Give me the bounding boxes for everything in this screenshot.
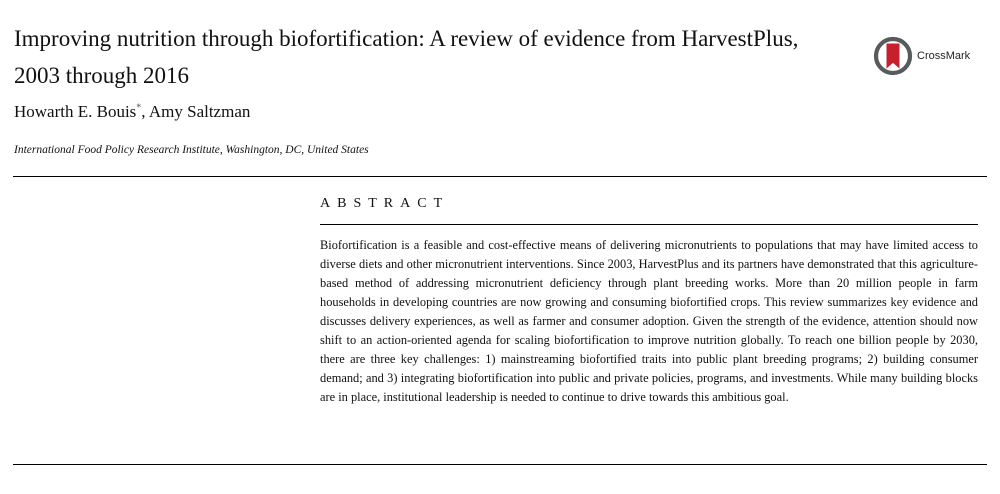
crossmark-icon — [872, 35, 914, 77]
crossmark-badge[interactable] — [872, 35, 970, 77]
crossmark-label: CrossMark — [917, 50, 971, 62]
affiliation: International Food Policy Research Institute, Washington, DC, United States — [14, 144, 369, 156]
abstract-divider — [320, 224, 978, 225]
abstract-text: Biofortification is a feasible and cost-effective means of delivering micronutrients to populations that may have limited access to diverse diets and other micronutrient interventions. Since 2003, HarvestPlus and its partners have demonstrated that this agriculture-based method of addressing micronutrient deficiency through plant breeding works. More than 20 million people in farm households in developing countries are now growing and consuming biofortified crops. This review summarizes key evidence and discusses delivery experiences, as well as farmer and consumer adoption. Given the strength of the evidence, attention should now shift to an action-oriented agenda for scaling biofortification to improve nutrition globally. To reach one billion people by 2030, there are three key challenges: 1) mainstreaming biofortified traits into public plant breeding programs; 2) building consumer demand; and 3) integrating biofortification into public and private policies, programs, and investments. While many building blocks are in place, institutional leadership is needed to continue to drive towards this ambitious goal. — [320, 238, 978, 404]
author-name-second: , Amy Saltzman — [141, 102, 251, 121]
abstract-heading: ABSTRACT — [320, 196, 450, 211]
authors-line — [14, 102, 250, 122]
abstract-section — [320, 196, 978, 407]
bottom-divider — [13, 464, 987, 465]
page-title: Improving nutrition through biofortification: A review of evidence from HarvestPlus, 2003 through 2016 — [14, 26, 799, 88]
corresponding-author-marker[interactable]: * — [136, 102, 142, 114]
header-divider — [13, 176, 987, 177]
author-name-first: Howarth E. Bouis — [14, 102, 137, 121]
